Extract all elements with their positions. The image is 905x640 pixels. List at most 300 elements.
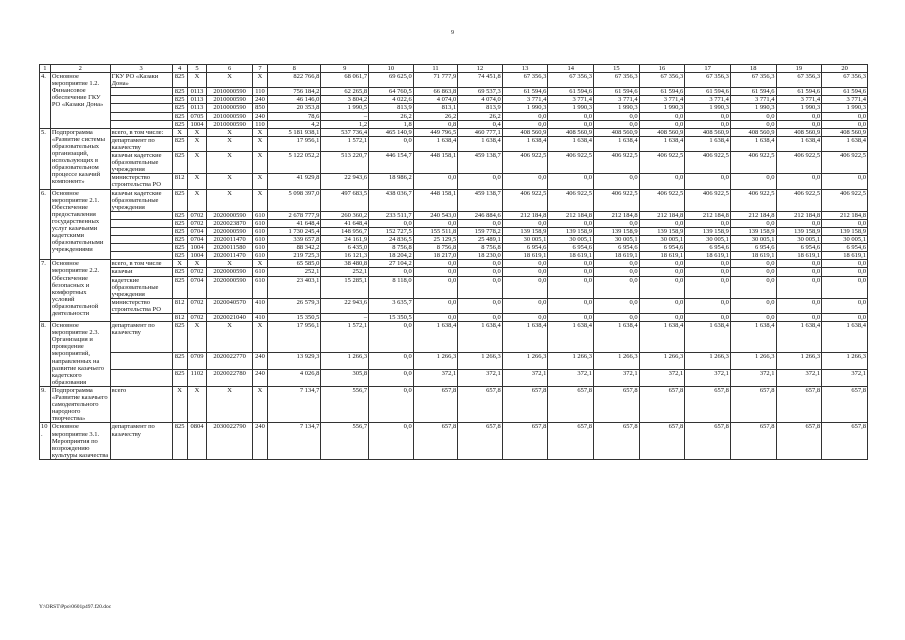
value-cell: 0,4 <box>458 120 503 128</box>
value-cell: 0,0 <box>822 314 868 322</box>
value-cell: 657,8 <box>548 423 594 459</box>
value-cell: 2 678 777,9 <box>268 211 321 219</box>
code-cell: X <box>252 322 267 353</box>
budget-table <box>39 64 868 460</box>
code-cell: 0705 <box>187 112 207 120</box>
value-cell: 0,0 <box>822 298 868 313</box>
code-cell: X <box>187 73 207 88</box>
code-cell: 2010000590 <box>207 112 253 120</box>
value-cell: 1 266,3 <box>413 353 458 370</box>
value-cell: 657,8 <box>548 386 594 422</box>
value-cell: 657,8 <box>822 423 868 459</box>
value-cell: 372,1 <box>594 370 640 387</box>
value-cell: 372,1 <box>639 370 685 387</box>
value-cell: 0,0 <box>594 120 640 128</box>
value-cell: 67 356,3 <box>548 73 594 88</box>
value-cell: 657,8 <box>594 423 640 459</box>
code-cell: 825 <box>172 104 187 112</box>
code-cell: 110 <box>252 120 267 128</box>
value-cell: 0,0 <box>685 260 731 268</box>
code-cell: 812 <box>172 174 187 189</box>
value-cell: 0,0 <box>413 260 458 268</box>
value-cell: 61 594,6 <box>730 88 776 96</box>
code-cell: 610 <box>252 268 267 276</box>
value-cell: 16 121,3 <box>321 252 369 260</box>
value-cell: 61 594,6 <box>776 88 822 96</box>
value-cell: 0,0 <box>776 219 822 227</box>
value-cell: 1 638,4 <box>594 136 640 151</box>
code-cell: 0702 <box>187 268 207 276</box>
header-cell: 5 <box>187 65 207 73</box>
value-cell: 212 184,8 <box>685 211 731 219</box>
value-cell: 822 766,8 <box>268 73 321 88</box>
value-cell: 0,0 <box>369 386 414 422</box>
code-cell: 0113 <box>187 88 207 96</box>
code-cell: 0702 <box>187 314 207 322</box>
code-cell: 110 <box>252 88 267 96</box>
value-cell: 657,8 <box>685 423 731 459</box>
value-cell: 657,8 <box>639 386 685 422</box>
code-cell: 610 <box>252 276 267 298</box>
table-row <box>40 276 868 298</box>
value-cell: 813,9 <box>458 104 503 112</box>
value-cell: 0,0 <box>822 174 868 189</box>
value-cell: 756 184,2 <box>268 88 321 96</box>
value-cell: 0,0 <box>822 112 868 120</box>
code-cell: 825 <box>172 322 187 353</box>
value-cell: 0,0 <box>730 298 776 313</box>
table-row <box>40 211 868 219</box>
value-cell: 67 356,3 <box>730 73 776 88</box>
value-cell: 0,0 <box>458 219 503 227</box>
value-cell: 18 619,1 <box>730 252 776 260</box>
value-cell: 1 638,4 <box>502 322 548 353</box>
code-cell: 2020000590 <box>207 268 253 276</box>
value-cell: 406 922,5 <box>730 189 776 211</box>
value-cell: 3 771,4 <box>822 96 868 104</box>
code-cell: X <box>252 73 267 88</box>
value-cell: 0,0 <box>594 298 640 313</box>
table-row <box>40 96 868 104</box>
code-cell: 825 <box>172 136 187 151</box>
code-cell: X <box>207 386 253 422</box>
value-cell: 1 638,4 <box>730 136 776 151</box>
value-cell: 252,1 <box>268 268 321 276</box>
value-cell: 1 990,3 <box>685 104 731 112</box>
value-cell: 0,8 <box>413 120 458 128</box>
code-cell: 825 <box>172 73 187 88</box>
code-cell: 610 <box>252 219 267 227</box>
value-cell: 212 184,8 <box>594 211 640 219</box>
value-cell: 219 725,3 <box>268 252 321 260</box>
header-cell: 18 <box>730 65 776 73</box>
header-cell: 3 <box>110 65 172 73</box>
value-cell: 0,0 <box>502 120 548 128</box>
code-cell: 825 <box>172 252 187 260</box>
value-cell: 0,0 <box>548 219 594 227</box>
value-cell: 6 435,0 <box>321 244 369 252</box>
value-cell: 0,0 <box>822 219 868 227</box>
code-cell: X <box>252 128 267 136</box>
program-name: Подпрограмма «Развитие системы образовательных организаций, использующих в образовательном процессе казачий компонент» <box>50 128 110 189</box>
code-cell: 2020040570 <box>207 298 253 313</box>
value-cell: 18 619,1 <box>685 252 731 260</box>
value-cell: 3 771,4 <box>685 96 731 104</box>
executor-cell: департамент по казачеству <box>110 423 172 459</box>
value-cell: 0,0 <box>730 120 776 128</box>
code-cell: 0704 <box>187 227 207 235</box>
value-cell: 406 922,5 <box>776 189 822 211</box>
header-cell: 2 <box>50 65 110 73</box>
value-cell: 22 943,6 <box>321 174 369 189</box>
table-row <box>40 386 868 422</box>
table-row <box>40 244 868 252</box>
value-cell: 0,0 <box>548 120 594 128</box>
value-cell: 0,0 <box>548 174 594 189</box>
value-cell: 1 266,3 <box>321 353 369 370</box>
value-cell: 0,0 <box>685 112 731 120</box>
value-cell: 26 579,3 <box>268 298 321 313</box>
value-cell: – <box>321 314 369 322</box>
value-cell: 0,0 <box>413 268 458 276</box>
value-cell: 1 572,1 <box>321 322 369 353</box>
value-cell: 0,0 <box>458 298 503 313</box>
value-cell: 26,2 <box>458 112 503 120</box>
value-cell: 1 638,4 <box>639 322 685 353</box>
value-cell: 65 585,0 <box>268 260 321 268</box>
table-row <box>40 112 868 120</box>
header-cell: 1 <box>40 65 51 73</box>
code-cell: 2020022780 <box>207 370 253 387</box>
table-row <box>40 227 868 235</box>
value-cell: 64 760,5 <box>369 88 414 96</box>
value-cell: 0,0 <box>639 298 685 313</box>
value-cell: 657,8 <box>776 386 822 422</box>
table-row <box>40 268 868 276</box>
code-cell: X <box>207 136 253 151</box>
code-cell: 2010000590 <box>207 88 253 96</box>
value-cell: 233 511,7 <box>369 211 414 219</box>
code-cell: 0704 <box>187 276 207 298</box>
value-cell: 3 771,4 <box>502 96 548 104</box>
code-cell: X <box>187 152 207 174</box>
value-cell: 813,9 <box>369 104 414 112</box>
code-cell: 1004 <box>187 244 207 252</box>
value-cell: 6 954,6 <box>685 244 731 252</box>
value-cell: 212 184,8 <box>776 211 822 219</box>
header-cell: 11 <box>413 65 458 73</box>
value-cell: 1 638,4 <box>730 322 776 353</box>
value-cell: 18 230,0 <box>458 252 503 260</box>
value-cell: 13 929,3 <box>268 353 321 370</box>
code-cell: 825 <box>172 211 187 219</box>
value-cell: 372,1 <box>776 370 822 387</box>
value-cell: 30 005,1 <box>685 236 731 244</box>
value-cell: 0,0 <box>413 298 458 313</box>
code-cell: X <box>187 322 207 353</box>
value-cell: 18 986,2 <box>369 174 414 189</box>
value-cell: 657,8 <box>730 386 776 422</box>
executor-cell: кадетские образовательные учреждения <box>110 276 172 298</box>
code-cell: 1102 <box>187 370 207 387</box>
table-row <box>40 73 868 88</box>
value-cell: 406 922,5 <box>502 189 548 211</box>
value-cell: 260 360,2 <box>321 211 369 219</box>
value-cell: 1 990,3 <box>502 104 548 112</box>
value-cell: 3 771,4 <box>639 96 685 104</box>
value-cell: 408 560,9 <box>822 128 868 136</box>
value-cell: 68 061,7 <box>321 73 369 88</box>
value-cell: 0,0 <box>502 268 548 276</box>
value-cell: 18 204,2 <box>369 252 414 260</box>
header-cell: 19 <box>776 65 822 73</box>
code-cell: 610 <box>252 236 267 244</box>
value-cell: 465 140,9 <box>369 128 414 136</box>
value-cell: 1 572,1 <box>321 136 369 151</box>
value-cell: 3 771,4 <box>730 96 776 104</box>
table-row <box>40 322 868 353</box>
value-cell: 18 619,1 <box>502 252 548 260</box>
value-cell: 61 594,6 <box>822 88 868 96</box>
row-number: 4. <box>40 73 51 129</box>
executor-cell <box>110 314 172 322</box>
value-cell: 6 954,6 <box>548 244 594 252</box>
executor-cell <box>110 211 172 219</box>
value-cell: 406 922,5 <box>502 152 548 174</box>
value-cell: 61 594,6 <box>639 88 685 96</box>
value-cell: 657,8 <box>458 386 503 422</box>
value-cell: 18 619,1 <box>594 252 640 260</box>
value-cell: 1 638,4 <box>548 136 594 151</box>
value-cell: 657,8 <box>776 423 822 459</box>
value-cell: 1,8 <box>369 120 414 128</box>
value-cell: 18 619,1 <box>639 252 685 260</box>
table-row <box>40 260 868 268</box>
value-cell: 1 638,4 <box>413 136 458 151</box>
table-row <box>40 423 868 459</box>
value-cell: 26,2 <box>369 112 414 120</box>
value-cell: 8 756,8 <box>413 244 458 252</box>
value-cell: 0,0 <box>639 276 685 298</box>
value-cell: 406 922,5 <box>594 189 640 211</box>
value-cell: 67 356,3 <box>776 73 822 88</box>
value-cell: 159 778,2 <box>458 227 503 235</box>
value-cell: 446 154,7 <box>369 152 414 174</box>
value-cell: 0,0 <box>594 268 640 276</box>
value-cell: 448 158,1 <box>413 152 458 174</box>
value-cell: 88 342,2 <box>268 244 321 252</box>
value-cell: 459 138,7 <box>458 152 503 174</box>
executor-cell: казачьи кадетские образовательные учреждения <box>110 189 172 211</box>
value-cell: 26,2 <box>413 112 458 120</box>
value-cell: 8 756,8 <box>458 244 503 252</box>
table-row <box>40 136 868 151</box>
executor-cell: всего, в том числе: <box>110 128 172 136</box>
executor-cell <box>110 353 172 370</box>
value-cell: 212 184,8 <box>639 211 685 219</box>
value-cell: 0,0 <box>730 174 776 189</box>
executor-cell: всего <box>110 386 172 422</box>
value-cell: 30 005,1 <box>639 236 685 244</box>
value-cell: 1 638,4 <box>548 322 594 353</box>
value-cell: 406 922,5 <box>548 152 594 174</box>
code-cell: 2010000590 <box>207 120 253 128</box>
value-cell: 1 638,4 <box>822 322 868 353</box>
code-cell: 410 <box>252 314 267 322</box>
value-cell: 1 266,3 <box>639 353 685 370</box>
value-cell: 41 648,4 <box>321 219 369 227</box>
table-row <box>40 174 868 189</box>
value-cell: 0,0 <box>685 268 731 276</box>
value-cell: 1 638,4 <box>639 136 685 151</box>
value-cell: 406 922,5 <box>639 152 685 174</box>
value-cell: 17 956,1 <box>268 136 321 151</box>
value-cell: 0,0 <box>776 298 822 313</box>
executor-cell <box>110 104 172 112</box>
value-cell: 372,1 <box>548 370 594 387</box>
value-cell: 406 922,5 <box>548 189 594 211</box>
header-cell: 4 <box>172 65 187 73</box>
value-cell: 4 074,0 <box>458 96 503 104</box>
value-cell: 20 353,8 <box>268 104 321 112</box>
executor-cell <box>110 227 172 235</box>
value-cell: 0,0 <box>369 268 414 276</box>
value-cell: 6 954,6 <box>776 244 822 252</box>
value-cell: 3 771,4 <box>594 96 640 104</box>
value-cell: 657,8 <box>413 386 458 422</box>
value-cell: 0,0 <box>685 120 731 128</box>
executor-cell: департамент по казачеству <box>110 136 172 151</box>
value-cell: 0,0 <box>369 353 414 370</box>
value-cell: – <box>321 112 369 120</box>
code-cell: X <box>187 174 207 189</box>
value-cell: 556,7 <box>321 386 369 422</box>
value-cell: 0,0 <box>458 314 503 322</box>
executor-cell: министерство строительства РО <box>110 298 172 313</box>
executor-cell <box>110 219 172 227</box>
code-cell: 825 <box>172 236 187 244</box>
header-row <box>40 65 868 73</box>
header-cell: 7 <box>252 65 267 73</box>
executor-cell <box>110 120 172 128</box>
code-cell: 2020023870 <box>207 219 253 227</box>
value-cell: 0,0 <box>730 314 776 322</box>
value-cell: 0,0 <box>548 276 594 298</box>
value-cell: 0,0 <box>685 174 731 189</box>
value-cell: 0,0 <box>458 268 503 276</box>
value-cell: 0,0 <box>776 112 822 120</box>
value-cell: 74 451,8 <box>458 73 503 88</box>
value-cell: 0,0 <box>822 268 868 276</box>
row-number: 9. <box>40 386 51 422</box>
header-cell: 8 <box>268 65 321 73</box>
code-cell: X <box>172 260 187 268</box>
value-cell: 0,0 <box>502 298 548 313</box>
value-cell: 408 560,9 <box>594 128 640 136</box>
value-cell: 4,2 <box>268 120 321 128</box>
value-cell: 657,8 <box>413 423 458 459</box>
value-cell: 0,0 <box>369 136 414 151</box>
code-cell: X <box>187 386 207 422</box>
value-cell: 1 638,4 <box>502 136 548 151</box>
value-cell: 1 266,3 <box>685 353 731 370</box>
row-number: 10. <box>40 423 51 459</box>
value-cell: 657,8 <box>458 423 503 459</box>
value-cell: 657,8 <box>502 423 548 459</box>
value-cell: 406 922,5 <box>639 189 685 211</box>
value-cell: 1 990,3 <box>730 104 776 112</box>
value-cell: 1 638,4 <box>776 322 822 353</box>
executor-cell <box>110 88 172 96</box>
value-cell: 155 511,8 <box>413 227 458 235</box>
value-cell: 537 736,4 <box>321 128 369 136</box>
value-cell: 4 074,0 <box>413 96 458 104</box>
code-cell: X <box>207 152 253 174</box>
table-row <box>40 120 868 128</box>
code-cell: 0702 <box>187 298 207 313</box>
value-cell: 212 184,8 <box>502 211 548 219</box>
value-cell: 372,1 <box>685 370 731 387</box>
value-cell: 1 266,3 <box>548 353 594 370</box>
value-cell: 4 026,8 <box>268 370 321 387</box>
value-cell: 0,0 <box>502 174 548 189</box>
value-cell: 5 181 938,1 <box>268 128 321 136</box>
code-cell: X <box>207 174 253 189</box>
value-cell: 0,0 <box>639 174 685 189</box>
value-cell: 372,1 <box>502 370 548 387</box>
value-cell: 69 537,3 <box>458 88 503 96</box>
value-cell: 372,1 <box>822 370 868 387</box>
code-cell: 825 <box>172 244 187 252</box>
value-cell: 3 771,4 <box>776 96 822 104</box>
value-cell: 0,0 <box>639 112 685 120</box>
code-cell: 825 <box>172 227 187 235</box>
value-cell: 24 161,9 <box>321 236 369 244</box>
header-cell: 12 <box>458 65 503 73</box>
value-cell: 23 403,1 <box>268 276 321 298</box>
executor-cell <box>110 112 172 120</box>
executor-cell: всего, в том числе <box>110 260 172 268</box>
value-cell: 0,0 <box>369 423 414 459</box>
code-cell: X <box>252 260 267 268</box>
program-name: Основное мероприятие 1.2. Финансовое обеспечение ГКУ РО «Казаки Дона» <box>50 73 110 129</box>
value-cell: 6 954,6 <box>502 244 548 252</box>
value-cell: 7 134,7 <box>268 423 321 459</box>
value-cell: 46 146,0 <box>268 96 321 104</box>
value-cell: 67 356,3 <box>502 73 548 88</box>
value-cell: 0,0 <box>685 276 731 298</box>
value-cell: 0,0 <box>548 112 594 120</box>
code-cell: 240 <box>252 112 267 120</box>
value-cell: 139 158,9 <box>776 227 822 235</box>
value-cell: 657,8 <box>730 423 776 459</box>
value-cell: 61 594,6 <box>685 88 731 96</box>
code-cell: 825 <box>172 152 187 174</box>
code-cell: 1004 <box>187 252 207 260</box>
code-cell: 610 <box>252 211 267 219</box>
value-cell: 657,8 <box>594 386 640 422</box>
value-cell: 0,0 <box>594 314 640 322</box>
value-cell: 0,0 <box>413 219 458 227</box>
value-cell: 5 122 052,2 <box>268 152 321 174</box>
code-cell: 2020022770 <box>207 353 253 370</box>
value-cell: 0,0 <box>369 370 414 387</box>
value-cell: 252,1 <box>321 268 369 276</box>
code-cell: 240 <box>252 370 267 387</box>
code-cell: 2030022790 <box>207 423 253 459</box>
program-name: Подпрограмма «Развитие казачьего самодеятельного народного творчества» <box>50 386 110 422</box>
table-row <box>40 236 868 244</box>
